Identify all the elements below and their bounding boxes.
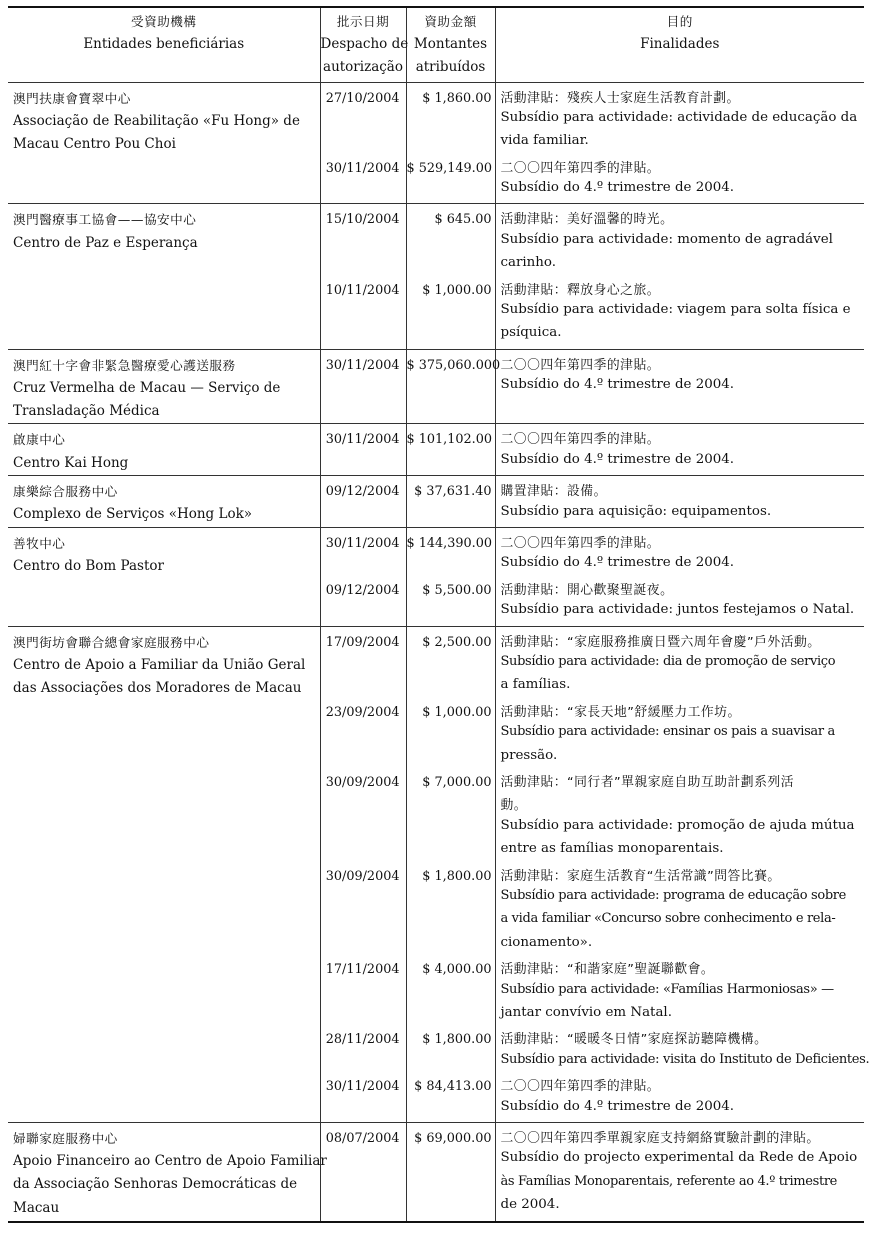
grant-date: 08/07/2004 [325, 1131, 400, 1146]
purpose-pt-line: Subsídio do 4.º trimestre de 2004. [500, 451, 735, 467]
purpose-pt-line: a famílias. [500, 677, 571, 693]
header-entity [8, 7, 320, 82]
purpose-pt-line: cionamento». [500, 934, 593, 950]
entity-cell [8, 424, 320, 476]
header-purpose-pt: Finalidades [640, 36, 720, 52]
grant-purpose-block [501, 532, 861, 579]
grant-date: 23/09/2004 [325, 704, 400, 720]
purpose-pt-line: psíquica. [500, 325, 562, 341]
purpose-zh-line: 二〇〇四年第四季的津貼。 [500, 1079, 661, 1095]
grant-purpose-block [501, 354, 861, 401]
purpose-pt-line: Subsídio para actividade: ensinar os pais a suavisar a [500, 724, 835, 740]
amount-cell [406, 626, 495, 1122]
grant-amount-block [407, 1028, 492, 1075]
purpose-zh-line: 二〇〇四年第四季的津貼。 [500, 160, 661, 176]
grant-purpose-block [500, 1028, 870, 1075]
date-cell [320, 424, 406, 476]
purpose-pt-line: Subsídio para actividade: visita do Instituto de Deficientes. [500, 1051, 870, 1067]
date-cell [320, 349, 406, 424]
grant-purpose-block [501, 958, 861, 1028]
grant-date: 17/09/2004 [325, 634, 400, 650]
grant-amount-block [407, 279, 492, 349]
grant-amount-block [407, 1127, 492, 1221]
header-purpose [495, 7, 864, 82]
grant-amount: $ 101,102.00 [406, 432, 492, 448]
entity-name-pt-line: Transladação Médica [13, 403, 160, 420]
purpose-pt-line: Subsídio para actividade: promoção de ajuda mútua [500, 817, 855, 833]
purpose-pt-line: Subsídio do 4.º trimestre de 2004. [500, 180, 735, 196]
purpose-cell [495, 476, 864, 528]
purpose-pt-line: jantar convívio em Natal. [500, 1005, 672, 1020]
grant-amount: $ 4,000.00 [422, 962, 492, 978]
grant-amount: $ 375,060.000 [406, 357, 501, 373]
purpose-pt-line: pressão. [500, 747, 558, 763]
grant-date-block [321, 1075, 400, 1122]
entity-name-pt-line: Apoio Financeiro ao Centro de Apoio Familiar [13, 1153, 327, 1170]
entity-name-zh: 婦聯家庭服務中心 [13, 1131, 118, 1146]
entity-name-pt-line: Cruz Vermelha de Macau — Serviço de [13, 380, 281, 397]
grant-date-block [321, 958, 400, 1028]
table-row [8, 528, 864, 627]
grant-date-block [321, 208, 400, 278]
date-cell [320, 82, 406, 204]
purpose-zh-line: 活動津貼：開心歡聚聖誕夜。 [500, 582, 674, 598]
grant-amount-block [407, 579, 492, 626]
purpose-pt-line: vida familiar. [500, 133, 589, 149]
grant-date: 30/11/2004 [325, 357, 400, 373]
grant-amount-block [406, 354, 501, 401]
entity-cell [8, 476, 320, 528]
header-date [320, 7, 409, 82]
entity-name-pt-line: Centro de Paz e Esperança [13, 234, 198, 251]
table-row [8, 476, 864, 528]
amount-cell [406, 528, 495, 627]
grant-purpose-block [501, 279, 861, 349]
header-date-pt-2: autorização [323, 59, 403, 75]
grant-purpose-block [501, 1075, 861, 1122]
date-cell [320, 476, 406, 528]
purpose-pt-line: carinho. [500, 255, 556, 271]
grant-purpose-block [501, 701, 861, 771]
grant-amount: $ 69,000.00 [414, 1131, 492, 1146]
grant-amount-block [407, 701, 492, 771]
grant-date-block [321, 865, 400, 959]
amount-cell [406, 349, 501, 424]
entity-cell [8, 626, 320, 1122]
purpose-pt-line: Subsídio para actividade: juntos festejamos o Natal. [500, 602, 855, 618]
grant-amount: $ 1,800.00 [422, 868, 492, 884]
entity-name-pt-line: Complexo de Serviços «Hong Lok» [13, 506, 253, 523]
amount-cell [406, 82, 495, 204]
grant-date: 17/11/2004 [325, 962, 400, 978]
purpose-zh-line: 活動津貼：“和諧家庭”聖誕聯歡會。 [500, 962, 715, 978]
grant-date-block [321, 157, 400, 204]
grant-date-block [321, 1028, 400, 1075]
grant-amount: $ 529,149.00 [406, 160, 492, 176]
purpose-cell [495, 626, 870, 1122]
purpose-zh-line: 動。 [500, 798, 528, 814]
header-entity-pt: Entidades beneficiárias [83, 36, 245, 52]
entity-name-zh: 澳門紅十字會非緊急醫療愛心護送服務 [13, 357, 236, 373]
table-header-row [8, 7, 864, 82]
purpose-cell [495, 528, 864, 627]
purpose-pt-line: Subsídio para actividade: programa de educação sobre [500, 888, 846, 904]
grant-date-block [321, 701, 400, 771]
grant-purpose-block [501, 771, 861, 865]
grant-date-block [321, 579, 400, 626]
grant-purpose-block [501, 157, 861, 204]
purpose-cell [495, 424, 864, 476]
entity-name-pt-line: da Associação Senhoras Democráticas de [13, 1176, 298, 1193]
grant-purpose-block [501, 428, 861, 475]
grant-purpose-block [501, 208, 861, 278]
table-row [8, 204, 864, 349]
entity-name-pt-line: Macau Centro Pou Choi [13, 135, 176, 152]
amount-cell [406, 1123, 495, 1222]
purpose-zh-line: 購置津貼：設備。 [500, 484, 607, 500]
purpose-pt-line: Subsídio do projecto experimental da Rede de Apoio [500, 1150, 858, 1166]
grant-amount: $ 144,390.00 [406, 536, 492, 552]
purpose-pt-line: Subsídio para actividade: viagem para solta física e [500, 302, 851, 318]
purpose-pt-line: Subsídio para actividade: momento de agradável [500, 231, 833, 247]
grant-amount: $ 7,000.00 [422, 775, 492, 791]
purpose-zh-line: 活動津貼：殘疾人士家庭生活教育計劃。 [500, 90, 740, 106]
entity-name-zh: 澳門扶康會寶翠中心 [13, 90, 131, 106]
purpose-zh-line: 活動津貼：“暖暖冬日情”家庭探訪聽障機構。 [500, 1032, 768, 1048]
grant-date: 30/09/2004 [325, 868, 400, 884]
grant-purpose-block [501, 865, 861, 959]
purpose-zh-line: 活動津貼：釋放身心之旅。 [500, 282, 661, 298]
grant-amount: $ 84,413.00 [414, 1079, 492, 1095]
purpose-pt-line: Subsídio do 4.º trimestre de 2004. [500, 1098, 735, 1114]
date-cell [320, 1123, 406, 1222]
header-amount-pt-1: Montantes [413, 36, 488, 52]
grant-date: 30/11/2004 [325, 1079, 400, 1095]
purpose-pt-line: de 2004. [500, 1197, 560, 1213]
grant-amount-block [407, 532, 492, 579]
grant-amount-block [407, 1075, 492, 1122]
grant-amount-block [407, 958, 492, 1028]
purpose-zh-line: 活動津貼：“同行者”單親家庭自助互助計劃系列活 [500, 775, 794, 791]
grant-amount-block [407, 631, 492, 701]
entity-cell [8, 82, 320, 204]
grant-date: 30/11/2004 [325, 536, 400, 552]
grant-date: 28/11/2004 [325, 1032, 400, 1048]
header-amount-zh: 資助金額 [424, 14, 477, 29]
grant-date-block [321, 279, 400, 349]
purpose-zh-line: 活動津貼：“家長天地”舒緩壓力工作坊。 [500, 704, 741, 720]
grant-amount: $ 645.00 [434, 212, 492, 228]
purpose-zh-line: 活動津貼：家庭生活教育“生活常識”問答比賽。 [500, 868, 781, 884]
purpose-pt-line: Subsídio do 4.º trimestre de 2004. [500, 555, 735, 571]
purpose-zh-line: 二〇〇四年第四季的津貼。 [500, 536, 661, 552]
purpose-pt-line: a vida familiar «Concurso sobre conhecimento e rela- [500, 911, 836, 927]
grant-date: 30/09/2004 [325, 775, 400, 791]
entity-name-pt-line: Centro Kai Hong [13, 454, 129, 471]
grant-amount: $ 37,631.40 [414, 484, 492, 500]
grant-date: 15/10/2004 [325, 212, 400, 228]
table-body [8, 82, 870, 1222]
header-amount [406, 7, 495, 82]
amount-cell [406, 476, 495, 528]
purpose-cell [495, 349, 864, 424]
entity-cell [8, 1123, 327, 1222]
purpose-pt-line: Subsídio para actividade: dia de promoção de serviço [500, 654, 836, 670]
header-date-pt-1: Despacho de [320, 36, 409, 52]
grant-date-block [321, 428, 400, 475]
grant-amount: $ 1,000.00 [422, 282, 492, 298]
grant-amount-block [407, 157, 492, 204]
grant-amount-block [407, 428, 492, 475]
table-row [8, 1123, 864, 1222]
header-amount-pt-2: atribuídos [415, 59, 486, 75]
purpose-cell [495, 204, 864, 349]
date-cell [320, 528, 406, 627]
purpose-cell [495, 1123, 864, 1222]
amount-cell [406, 204, 495, 349]
grant-date: 30/11/2004 [325, 432, 400, 448]
entity-cell [8, 204, 320, 349]
purpose-pt-line: Subsídio do 4.º trimestre de 2004. [500, 377, 735, 393]
grant-amount-block [407, 771, 492, 865]
entity-name-pt-line: Centro do Bom Pastor [13, 558, 164, 575]
table-row [8, 424, 864, 476]
date-cell [320, 204, 406, 349]
header-entity-zh: 受資助機構 [131, 14, 197, 29]
entity-name-pt-line: das Associações dos Moradores de Macau [13, 680, 302, 697]
grant-date-block [321, 631, 400, 701]
purpose-zh-line: 二〇〇四年第四季單親家庭支持網絡實驗計劃的津貼。 [500, 1131, 820, 1146]
grant-purpose-block [501, 87, 861, 157]
grant-amount: $ 2,500.00 [422, 634, 492, 650]
grant-amount: $ 1,000.00 [422, 704, 492, 720]
purpose-pt-line: entre as famílias monoparentais. [500, 841, 724, 857]
grant-amount: $ 1,860.00 [422, 90, 492, 106]
grant-date-block [321, 87, 400, 157]
grant-purpose-block [501, 1127, 861, 1221]
grant-purpose-block [501, 631, 861, 701]
grant-date: 27/10/2004 [325, 90, 400, 106]
grant-amount-block [407, 865, 492, 959]
grant-purpose-block [501, 579, 861, 626]
entity-cell [8, 349, 320, 424]
grant-date-block [321, 532, 400, 579]
grant-date: 09/12/2004 [325, 582, 400, 598]
grant-amount-block [407, 208, 492, 278]
table-row [8, 349, 864, 424]
grant-purpose-block [501, 480, 861, 527]
grant-date-block [321, 354, 400, 401]
grant-amount-block [407, 87, 492, 157]
amount-cell [406, 424, 495, 476]
grant-date-block [321, 771, 400, 865]
entity-cell [8, 528, 320, 627]
purpose-zh-line: 活動津貼：美好溫馨的時光。 [500, 212, 674, 228]
entity-name-zh: 澳門街坊會聯合總會家庭服務中心 [13, 634, 210, 650]
purpose-pt-line: Subsídio para aquisição: equipamentos. [500, 503, 772, 519]
table-row [8, 626, 864, 1122]
entity-name-zh: 康樂綜合服務中心 [13, 484, 118, 500]
grants-table [8, 6, 870, 1223]
entity-name-zh: 善牧中心 [13, 536, 66, 552]
date-cell [320, 626, 406, 1122]
entity-name-zh: 啟康中心 [13, 432, 66, 448]
grant-date: 30/11/2004 [325, 160, 400, 176]
grant-date: 09/12/2004 [325, 484, 400, 500]
purpose-cell [495, 82, 864, 204]
grant-amount: $ 1,800.00 [422, 1032, 492, 1048]
grant-amount-block [407, 480, 492, 527]
grant-date-block [321, 1127, 400, 1221]
header-purpose-zh: 目的 [666, 14, 693, 29]
entity-name-pt-line: Associação de Reabilitação «Fu Hong» de [13, 112, 300, 129]
purpose-pt-line: Subsídio para actividade: «Famílias Harmoniosas» — [500, 981, 834, 997]
grant-amount: $ 5,500.00 [422, 582, 492, 598]
table-row [8, 82, 864, 204]
purpose-pt-line: às Famílias Monoparentais, referente ao 4.º trimestre [500, 1173, 838, 1189]
purpose-zh-line: 二〇〇四年第四季的津貼。 [500, 357, 661, 373]
entity-name-zh: 澳門醫療事工協會——協安中心 [13, 212, 197, 228]
purpose-zh-line: 活動津貼：“家庭服務推廣日暨六周年會慶”戶外活動。 [500, 634, 821, 650]
header-date-zh: 批示日期 [336, 14, 390, 29]
purpose-pt-line: Subsídio para actividade: actividade de educação da [500, 109, 858, 125]
grant-date-block [321, 480, 400, 527]
entity-name-pt-line: Centro de Apoio a Familiar da União Geral [13, 656, 306, 673]
entity-name-pt-line: Macau [13, 1199, 60, 1216]
grant-date: 10/11/2004 [325, 282, 400, 298]
purpose-zh-line: 二〇〇四年第四季的津貼。 [500, 432, 661, 448]
